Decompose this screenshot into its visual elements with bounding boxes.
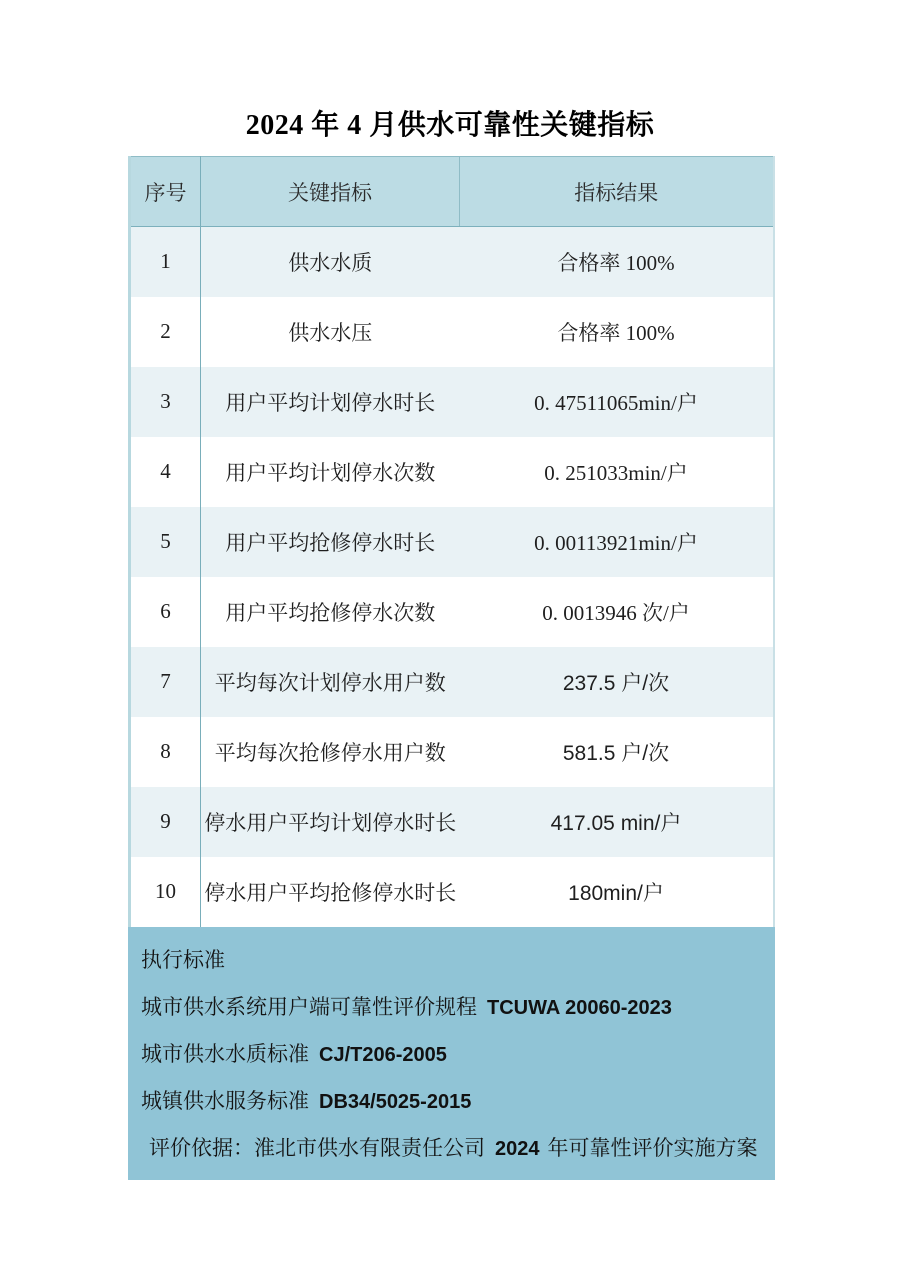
evaluation-basis-text: 评价依据：淮北市供水有限责任公司 [149, 1135, 485, 1160]
kpi-table [128, 156, 775, 927]
evaluation-basis [141, 1125, 762, 1172]
evaluation-basis-suffix: 年可靠性评价实施方案 [547, 1135, 758, 1160]
row-indicator: 用户平均抢修停水次数 [225, 600, 436, 625]
table-row [130, 717, 774, 787]
row-result: 581.5 户/次 [562, 741, 670, 765]
table-row [130, 857, 774, 927]
row-result: 0. 251033min/户 [544, 460, 688, 485]
row-result: 合格率 100% [557, 250, 675, 275]
standard-name: 城市供水水质标准 [141, 1041, 309, 1066]
row-result: 237.5 户/次 [562, 671, 670, 695]
standards-heading [141, 937, 762, 984]
standard-item [141, 984, 762, 1031]
row-index: 1 [130, 227, 201, 297]
row-indicator: 供水水质 [288, 250, 373, 275]
header-cell-result: 指标结果 [460, 157, 774, 227]
table-row [130, 787, 774, 857]
table-row [130, 507, 774, 577]
row-result: 0. 0013946 次/户 [542, 600, 690, 625]
table-row [130, 647, 774, 717]
standard-item [141, 1031, 762, 1078]
header-cell-index: 序号 [130, 157, 201, 227]
table-row [130, 297, 774, 367]
standard-code: CJ/T206-2005 [319, 1043, 447, 1066]
table-row [130, 227, 774, 297]
row-index: 3 [130, 367, 201, 437]
standard-code: TCUWA 20060-2023 [487, 996, 672, 1019]
row-index: 7 [130, 647, 201, 717]
row-indicator: 平均每次计划停水用户数 [214, 670, 446, 695]
row-index: 6 [130, 577, 201, 647]
standard-item [141, 1078, 762, 1125]
row-index: 10 [130, 857, 201, 927]
row-result: 0. 00113921min/户 [534, 530, 698, 555]
document-body [128, 0, 772, 1180]
evaluation-basis-year: 2024 [495, 1137, 540, 1160]
row-indicator: 用户平均计划停水时长 [225, 390, 436, 415]
kpi-table-header [130, 157, 774, 227]
row-result: 合格率 100% [557, 320, 675, 345]
row-index: 4 [130, 437, 201, 507]
row-result: 180min/户 [568, 881, 664, 905]
header-row [130, 157, 774, 227]
header-cell-indicator: 关键指标 [201, 157, 460, 227]
row-indicator: 用户平均抢修停水时长 [225, 530, 436, 555]
kpi-table-body [130, 227, 774, 927]
row-indicator: 供水水压 [288, 320, 373, 345]
row-indicator: 停水用户平均抢修停水时长 [204, 880, 457, 905]
row-result: 0. 47511065min/户 [534, 390, 698, 415]
row-index: 9 [130, 787, 201, 857]
table-row [130, 437, 774, 507]
row-indicator: 停水用户平均计划停水时长 [204, 810, 457, 835]
row-index: 5 [130, 507, 201, 577]
row-result: 417.05 min/户 [550, 811, 682, 835]
standard-name: 城镇供水服务标准 [141, 1088, 309, 1113]
row-index: 2 [130, 297, 201, 367]
row-indicator: 用户平均计划停水次数 [225, 460, 436, 485]
standard-name: 城市供水系统用户端可靠性评价规程 [141, 994, 477, 1019]
table-row [130, 367, 774, 437]
standards-block [128, 927, 775, 1180]
page-title: 2024 年 4 月供水可靠性关键指标 [245, 110, 655, 141]
row-indicator: 平均每次抢修停水用户数 [214, 740, 446, 765]
standard-code: DB34/5025-2015 [319, 1090, 472, 1113]
row-index: 8 [130, 717, 201, 787]
standards-heading-text: 执行标准 [141, 947, 225, 972]
table-row [130, 577, 774, 647]
